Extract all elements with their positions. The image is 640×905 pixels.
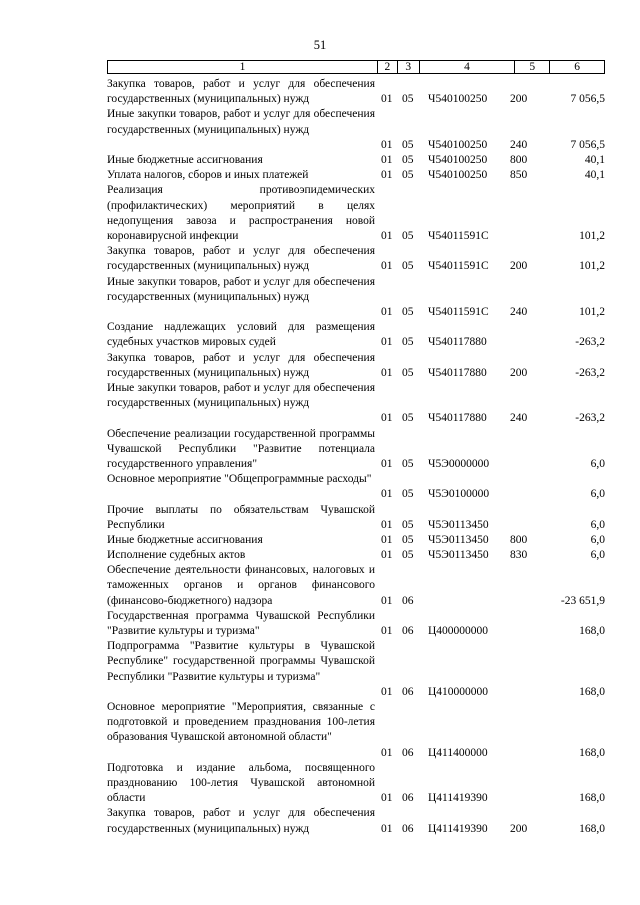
row-section: 01 <box>381 138 393 151</box>
row-target-article: Ц411400000 <box>428 746 488 759</box>
row-subsection: 05 <box>402 412 414 425</box>
row-section: 01 <box>381 260 393 273</box>
row-subsection: 06 <box>402 746 414 759</box>
row-amount: 168,0 <box>579 685 605 698</box>
row-expense-type: 800 <box>510 153 528 166</box>
row-subsection: 05 <box>402 153 414 166</box>
row-amount: 6,0 <box>590 549 605 562</box>
table-row <box>107 700 605 761</box>
row-section: 01 <box>381 822 393 835</box>
row-subsection: 05 <box>402 229 414 242</box>
row-section: 01 <box>381 412 393 425</box>
row-amount: -23 651,9 <box>560 594 605 607</box>
row-amount: 101,2 <box>579 229 605 242</box>
row-target-article: Ч540117880 <box>428 366 487 379</box>
table-row <box>107 563 605 609</box>
table-row <box>107 244 605 274</box>
table-row <box>107 381 605 427</box>
row-expense-type: 200 <box>510 93 528 106</box>
row-amount: -263,2 <box>575 412 605 425</box>
table-row <box>107 320 605 350</box>
row-section: 01 <box>381 533 393 546</box>
row-target-article: Ц411419390 <box>428 822 488 835</box>
row-section: 01 <box>381 336 393 349</box>
row-expense-type: 240 <box>510 138 528 151</box>
row-name: Иные бюджетные ассигнования <box>107 533 263 546</box>
row-section: 01 <box>381 305 393 318</box>
row-target-article: Ч540100250 <box>428 169 488 182</box>
row-amount: 40,1 <box>584 153 605 166</box>
row-name: Обеспечение деятельности финансовых, налоговых и таможенных органов и органов финансового (финансово-бюджетного) надзора <box>107 564 375 607</box>
table-row <box>107 168 605 183</box>
row-amount: 168,0 <box>579 625 605 638</box>
row-section: 01 <box>381 746 393 759</box>
row-amount: 101,2 <box>579 260 605 273</box>
row-amount: 40,1 <box>584 169 605 182</box>
table-row <box>107 639 605 700</box>
row-name: Основное мероприятие "Мероприятия, связанные с подготовкой и проведением празднования 100-летия образования Чувашской автономной области" <box>107 701 375 744</box>
table-row <box>107 503 605 533</box>
row-target-article: Ч5Э0000000 <box>428 457 490 470</box>
row-target-article: Ч54011591С <box>428 260 489 273</box>
row-amount: 6,0 <box>590 518 605 531</box>
row-target-article: Ч5Э0113450 <box>428 533 489 546</box>
row-section: 01 <box>381 488 393 501</box>
row-section: 01 <box>381 457 393 470</box>
row-expense-type: 850 <box>510 169 528 182</box>
row-target-article: Ч540100250 <box>428 153 488 166</box>
row-subsection: 05 <box>402 518 414 531</box>
row-subsection: 05 <box>402 169 414 182</box>
row-subsection: 06 <box>402 625 414 638</box>
table-body <box>107 77 605 837</box>
row-name: Обеспечение реализации государственной программы Чувашской Республики "Развитие потенциала государственного управления" <box>107 427 375 470</box>
row-name: Уплата налогов, сборов и иных платежей <box>107 169 309 182</box>
table-row <box>107 153 605 168</box>
header-col-3: 3 <box>397 61 419 73</box>
row-target-article: Ч540117880 <box>428 412 487 425</box>
row-target-article: Ч540100250 <box>428 93 488 106</box>
row-name: Закупка товаров, работ и услуг для обеспечения государственных (муниципальных) нужд <box>107 351 375 379</box>
page-number: 51 <box>313 38 327 52</box>
row-name: Закупка товаров, работ и услуг для обеспечения государственных (муниципальных) нужд <box>107 807 375 835</box>
row-name: Иные бюджетные ассигнования <box>107 153 263 166</box>
row-amount: -263,2 <box>575 366 605 379</box>
row-section: 01 <box>381 518 393 531</box>
row-expense-type: 200 <box>510 260 528 273</box>
row-expense-type: 200 <box>510 822 528 835</box>
row-target-article: Ч5Э0100000 <box>428 488 490 501</box>
row-target-article: Ч54011591С <box>428 229 489 242</box>
row-target-article: Ч540117880 <box>428 336 487 349</box>
row-name: Основное мероприятие "Общепрограммные расходы" <box>107 473 372 486</box>
row-target-article: Ц400000000 <box>428 625 489 638</box>
row-amount: 7 056,5 <box>570 93 605 106</box>
row-subsection: 05 <box>402 488 414 501</box>
header-col-6: 6 <box>549 61 604 73</box>
row-subsection: 05 <box>402 366 414 379</box>
row-expense-type: 800 <box>510 533 528 546</box>
header-col-2: 2 <box>377 61 397 73</box>
table-row <box>107 275 605 321</box>
table-header <box>107 60 605 74</box>
row-amount: 6,0 <box>590 457 605 470</box>
row-subsection: 06 <box>402 685 414 698</box>
row-amount: -263,2 <box>575 336 605 349</box>
row-name: Реализация противоэпидемических (профилактических) мероприятий в целях недопущения завоза и распространения новой коронавирусной инфекции <box>107 184 375 242</box>
row-section: 01 <box>381 594 393 607</box>
row-subsection: 06 <box>402 792 414 805</box>
row-name: Государственная программа Чувашской Республики "Развитие культуры и туризма" <box>107 609 375 638</box>
row-section: 01 <box>381 792 393 805</box>
table-row <box>107 183 605 244</box>
row-name: Иные закупки товаров, работ и услуг для обеспечения государственных (муниципальных) нужд <box>107 381 375 410</box>
table-row <box>107 427 605 473</box>
row-amount: 6,0 <box>590 533 605 546</box>
row-section: 01 <box>381 625 393 638</box>
row-subsection: 06 <box>402 822 414 835</box>
row-section: 01 <box>381 366 393 379</box>
row-target-article: Ч540100250 <box>428 138 488 151</box>
row-target-article: Ч54011591С <box>428 305 489 318</box>
row-subsection: 05 <box>402 336 414 349</box>
table-row <box>107 548 605 563</box>
row-name: Закупка товаров, работ и услуг для обеспечения государственных (муниципальных) нужд <box>107 245 375 273</box>
row-amount: 168,0 <box>579 746 605 759</box>
table-row <box>107 533 605 548</box>
table-row <box>107 806 605 836</box>
row-section: 01 <box>381 169 393 182</box>
row-amount: 101,2 <box>579 305 605 318</box>
header-col-4: 4 <box>419 61 515 73</box>
row-name: Иные закупки товаров, работ и услуг для обеспечения государственных (муниципальных) нужд <box>107 275 375 303</box>
table-row <box>107 472 605 502</box>
row-expense-type: 240 <box>510 412 528 425</box>
row-name: Закупка товаров, работ и услуг для обеспечения государственных (муниципальных) нужд <box>107 78 375 106</box>
row-target-article: Ч5Э0113450 <box>428 518 489 531</box>
header-col-1: 1 <box>239 61 246 73</box>
header-col-5: 5 <box>514 61 549 73</box>
table-row <box>107 761 605 807</box>
row-subsection: 05 <box>402 305 414 318</box>
row-section: 01 <box>381 549 393 562</box>
row-expense-type: 830 <box>510 549 528 562</box>
row-subsection: 05 <box>402 260 414 273</box>
row-name: Прочие выплаты по обязательствам Чувашской Республики <box>107 503 375 531</box>
row-subsection: 05 <box>402 457 414 470</box>
table-row <box>107 77 605 107</box>
row-amount: 7 056,5 <box>570 138 605 151</box>
row-expense-type: 200 <box>510 366 528 379</box>
table-row <box>107 107 605 153</box>
row-name: Подготовка и издание альбома, посвященного празднованию 100-летия Чувашской автономной области <box>107 761 375 805</box>
row-section: 01 <box>381 229 393 242</box>
row-target-article: Ц410000000 <box>428 685 489 698</box>
row-expense-type: 240 <box>510 305 528 318</box>
row-target-article: Ц411419390 <box>428 792 488 805</box>
row-section: 01 <box>381 153 393 166</box>
row-name: Создание надлежащих условий для размещения судебных участков мировых судей <box>107 321 375 349</box>
row-subsection: 06 <box>402 594 414 607</box>
row-section: 01 <box>381 93 393 106</box>
row-subsection: 05 <box>402 138 414 151</box>
row-subsection: 05 <box>402 93 414 106</box>
row-amount: 6,0 <box>590 488 605 501</box>
row-subsection: 05 <box>402 533 414 546</box>
row-amount: 168,0 <box>579 822 605 835</box>
table-row <box>107 351 605 381</box>
row-section: 01 <box>381 685 393 698</box>
row-name: Иные закупки товаров, работ и услуг для обеспечения государственных (муниципальных) нужд <box>107 108 375 136</box>
table-row <box>107 609 605 639</box>
row-name: Исполнение судебных актов <box>107 549 246 562</box>
row-name: Подпрограмма "Развитие культуры в Чувашской Республике" государственной программы Чувашской Республики "Развитие культуры и туризма" <box>107 640 375 683</box>
row-amount: 168,0 <box>579 792 605 805</box>
row-subsection: 05 <box>402 549 414 562</box>
row-target-article: Ч5Э0113450 <box>428 549 489 562</box>
